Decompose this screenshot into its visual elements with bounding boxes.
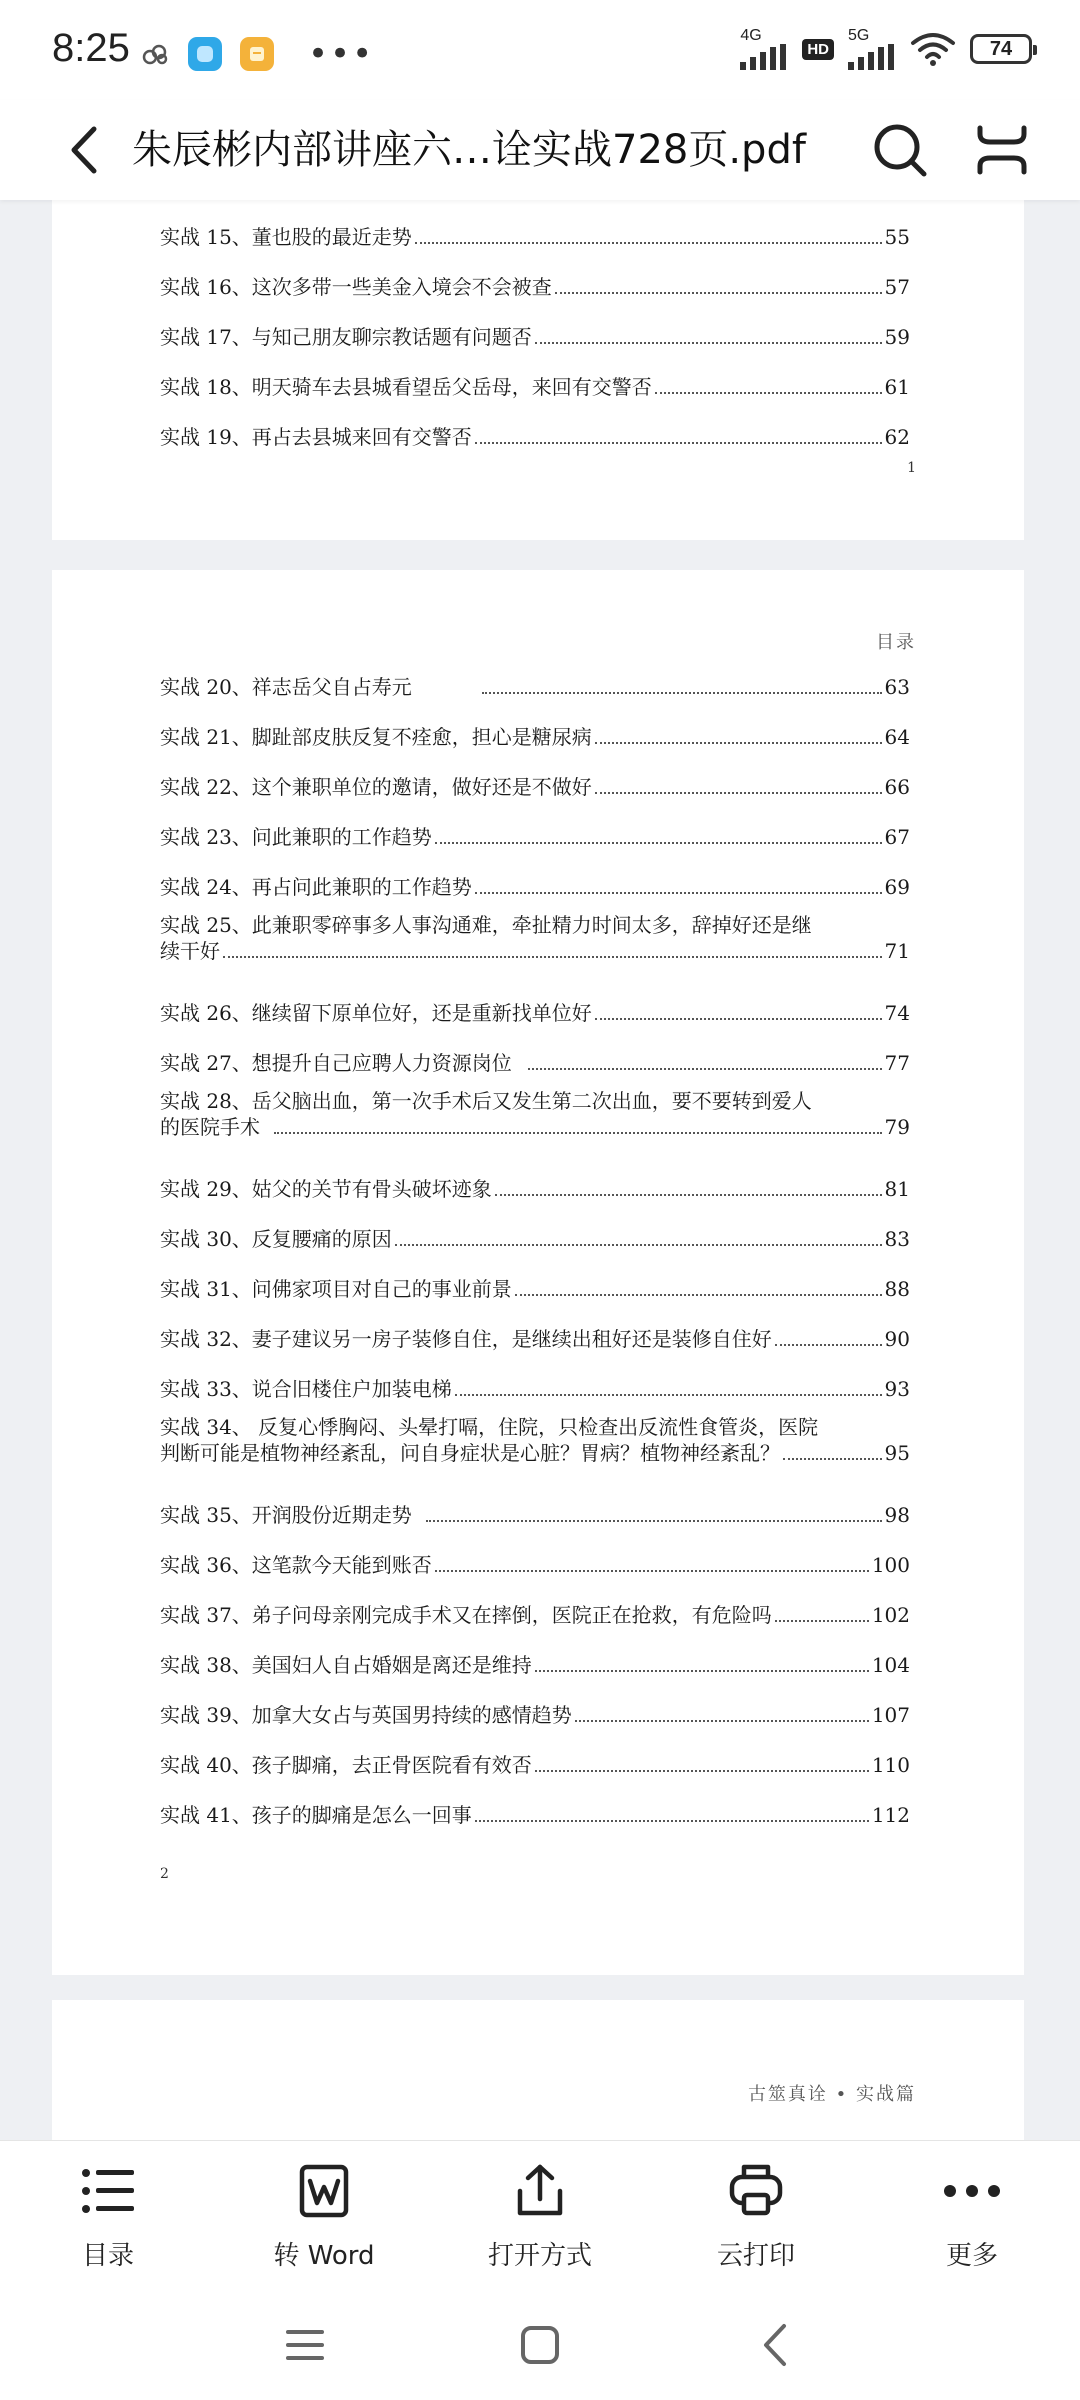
network-4g-label: 4G: [740, 27, 762, 44]
document-viewer[interactable]: [0, 200, 1080, 2140]
search-button[interactable]: [870, 120, 930, 180]
toc-entry[interactable]: 实战 21、脚趾部皮肤反复不痊愈，担心是糖尿病 64: [160, 725, 910, 749]
title-bar: [0, 100, 1080, 200]
more-dots-icon: [942, 2161, 1002, 2221]
bottom-toolbar: [0, 2140, 1080, 2290]
reading-mode-button[interactable]: [972, 120, 1032, 180]
toc-entry[interactable]: 实战 20、祥志岳父自占寿元 63: [160, 675, 910, 699]
notification-icons: [140, 34, 374, 74]
page-number: 2: [160, 1866, 169, 1882]
home-button[interactable]: [515, 2320, 565, 2370]
more-label: 更多: [945, 2241, 998, 2271]
menu-icon: [280, 2320, 330, 2370]
word-doc-icon: [294, 2161, 354, 2221]
toc-entry[interactable]: 实战 30、反复腰痛的原因 83: [160, 1227, 910, 1251]
printer-icon: [726, 2161, 786, 2221]
system-back-button[interactable]: [752, 2320, 802, 2370]
toc-entry[interactable]: 实战 38、美国妇人自占婚姻是离还是维持 104: [160, 1653, 910, 1677]
toc-entry[interactable]: 实战 34、 反复心悸胸闷、头晕打嗝，住院，只检查出反流性食管炎，医院 判断可能是植物神经紊乱，问自身症状是心脏？胃病？植物神经紊乱？ 95: [160, 1415, 910, 1465]
battery-level: 74: [989, 37, 1013, 60]
running-header: 古筮真诠 • 实战篇: [747, 2084, 916, 2105]
toc-entry[interactable]: 实战 31、问佛家项目对自己的事业前景 88: [160, 1277, 910, 1301]
toc-entry[interactable]: 实战 17、与知己朋友聊宗教话题有问题否 59: [160, 325, 910, 349]
wifi-icon: [910, 31, 956, 67]
status-right: [740, 28, 1032, 70]
toc-entry[interactable]: 实战 41、孩子的脚痛是怎么一回事 112: [160, 1803, 910, 1827]
battery-indicator: [970, 34, 1032, 64]
toc-entry[interactable]: 实战 32、妻子建议另一房子装修自住，是继续出租好还是装修自住好 90: [160, 1327, 910, 1351]
toc-entry[interactable]: 实战 15、董也股的最近走势 55: [160, 225, 910, 249]
pdf-page-2: [52, 570, 1024, 1975]
toc-entry[interactable]: 实战 19、再占去县城来回有交警否 62: [160, 425, 910, 449]
back-arrow-icon: [752, 2320, 802, 2370]
cloud-print-label: 云打印: [716, 2241, 795, 2271]
convert-word-label: 转 Word: [273, 2241, 375, 2271]
toc-entry[interactable]: 实战 33、说合旧楼住户加装电梯 93: [160, 1377, 910, 1401]
pdf-page-1: [52, 200, 1024, 540]
open-with-label: 打开方式: [487, 2241, 592, 2271]
network-5g-label: 5G: [848, 27, 870, 44]
share-icon: [510, 2161, 570, 2221]
running-header: 目录: [876, 632, 916, 653]
convert-word-button[interactable]: [216, 2141, 432, 2290]
reading-mode-icon: [972, 120, 1032, 180]
toc-entry[interactable]: 实战 37、弟子问母亲刚完成手术又在摔倒，医院正在抢救，有危险吗 102: [160, 1603, 910, 1627]
document-title: 朱辰彬内部讲座六…诠实战728页.pdf: [132, 127, 806, 173]
toc-entry[interactable]: 实战 25、此兼职零碎事多人事沟通难，牵扯精力时间太多，辞掉好还是继 续干好 71: [160, 913, 910, 963]
pdf-page-3: [52, 2000, 1024, 2140]
toc-entry[interactable]: 实战 36、这笔款今天能到账否 100: [160, 1553, 910, 1577]
signal-5g-icon: [848, 44, 896, 70]
toc-entry[interactable]: 实战 22、这个兼职单位的邀请，做好还是不做好 66: [160, 775, 910, 799]
cloud-print-button[interactable]: [648, 2141, 864, 2290]
cloud-app-icon: [140, 42, 170, 66]
more-button[interactable]: [864, 2141, 1080, 2290]
toc-list-page-1: [160, 200, 910, 450]
toc-entry[interactable]: 实战 24、再占问此兼职的工作趋势 69: [160, 875, 910, 899]
open-with-button[interactable]: [432, 2141, 648, 2290]
toc-entry[interactable]: 实战 23、问此兼职的工作趋势 67: [160, 825, 910, 849]
notes-app-icon: [240, 37, 274, 71]
page-number: 1: [907, 460, 916, 476]
recent-apps-button[interactable]: [280, 2320, 330, 2370]
chat-app-icon: [188, 37, 222, 71]
toc-entry[interactable]: 实战 18、明天骑车去县城看望岳父岳母，来回有交警否 61: [160, 375, 910, 399]
chevron-left-icon: [66, 125, 102, 175]
status-bar: [0, 0, 1080, 100]
search-icon: [870, 120, 930, 180]
toc-entry[interactable]: 实战 26、继续留下原单位好，还是重新找单位好 74: [160, 1001, 910, 1025]
hd-voice-badge: HD: [802, 39, 834, 60]
signal-4g-icon: [740, 44, 788, 70]
toc-entry[interactable]: 实战 39、加拿大女占与英国男持续的感情趋势 107: [160, 1703, 910, 1727]
toc-entry[interactable]: 实战 28、岳父脑出血，第一次手术后又发生第二次出血，要不要转到爱人 的医院手术 79: [160, 1089, 910, 1139]
more-notifications-icon: •••: [308, 34, 375, 74]
toc-button-label: 目录: [81, 2241, 134, 2271]
toc-list-page-2: [160, 650, 910, 1828]
toc-entry[interactable]: 实战 16、这次多带一些美金入境会不会被查 57: [160, 275, 910, 299]
toc-entry[interactable]: 实战 35、开润股份近期走势 98: [160, 1503, 910, 1527]
toc-button[interactable]: [0, 2141, 216, 2290]
square-home-icon: [515, 2320, 565, 2370]
toc-entry[interactable]: 实战 40、孩子脚痛，去正骨医院看有效否 110: [160, 1753, 910, 1777]
toc-entry[interactable]: 实战 29、姑父的关节有骨头破坏迹象 81: [160, 1177, 910, 1201]
system-navigation-bar: [0, 2290, 1080, 2400]
list-icon: [78, 2161, 138, 2221]
status-time: 8:25: [52, 26, 130, 70]
back-button[interactable]: [56, 122, 112, 178]
toc-entry[interactable]: 实战 27、想提升自己应聘人力资源岗位 77: [160, 1051, 910, 1075]
